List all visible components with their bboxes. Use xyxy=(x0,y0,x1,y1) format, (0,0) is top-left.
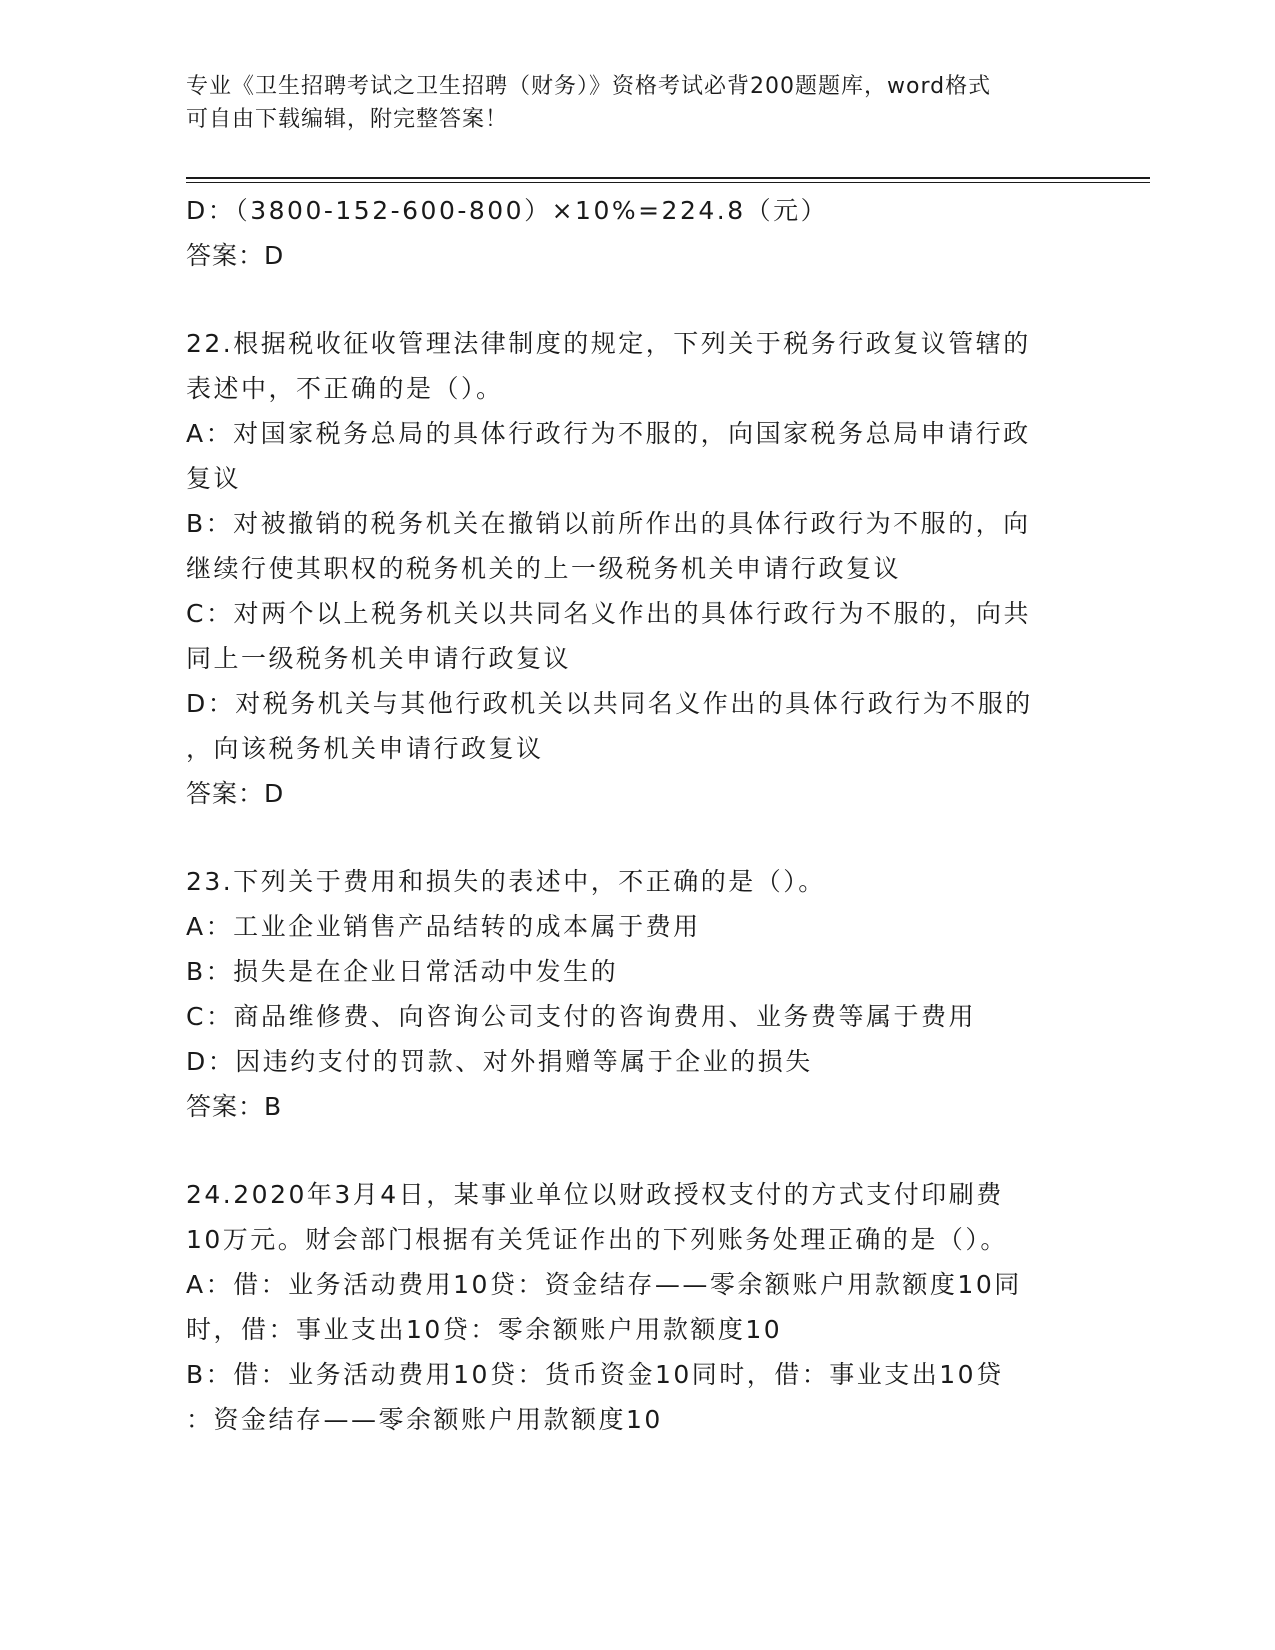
header-rule-thin xyxy=(186,182,1150,183)
option-b: ：资金结存——零余额账户用款额度10 xyxy=(186,1405,663,1434)
spacer xyxy=(186,816,1086,859)
option-c: C：对两个以上税务机关以共同名义作出的具体行政行为不服的，向共 xyxy=(186,599,1031,628)
option-c: C：商品维修费、向咨询公司支付的咨询费用、业务费等属于费用 xyxy=(186,1002,976,1031)
question-stem: 表述中，不正确的是（）。 xyxy=(186,374,504,403)
header-rule xyxy=(186,177,1150,179)
option-d: ，向该税务机关申请行政复议 xyxy=(186,734,544,763)
option-c: 同上一级税务机关申请行政复议 xyxy=(186,644,572,673)
option-d: D：对税务机关与其他行政机关以共同名义作出的具体行政行为不服的 xyxy=(186,689,1033,718)
question-stem: 10万元。财会部门根据有关凭证作出的下列账务处理正确的是（）。 xyxy=(186,1225,1008,1254)
option-d: D：（3800-152-600-800）×10%=224.8（元） xyxy=(186,196,829,225)
carry-over-block xyxy=(186,188,1086,278)
question-stem: 23.下列关于费用和损失的表述中，不正确的是（）。 xyxy=(186,867,826,896)
document-body xyxy=(186,188,1086,1442)
question-stem: 22.根据税收征收管理法律制度的规定，下列关于税务行政复议管辖的 xyxy=(186,329,1031,358)
answer-line: 答案：D xyxy=(186,241,285,270)
option-a: A：对国家税务总局的具体行政行为不服的，向国家税务总局申请行政 xyxy=(186,419,1031,448)
option-a: 时，借：事业支出10贷：零余额账户用款额度10 xyxy=(186,1315,783,1344)
option-b: B：损失是在企业日常活动中发生的 xyxy=(186,957,619,986)
option-a: A：借：业务活动费用10贷：资金结存——零余额账户用款额度10同 xyxy=(186,1270,1022,1299)
answer-line: 答案：D xyxy=(186,779,285,808)
spacer xyxy=(186,1129,1086,1172)
question-stem: 24.2020年3月4日，某事业单位以财政授权支付的方式支付印刷费 xyxy=(186,1180,1004,1209)
option-b: 继续行使其职权的税务机关的上一级税务机关申请行政复议 xyxy=(186,554,902,583)
option-a: 复议 xyxy=(186,464,242,493)
header-line-2: 可自由下载编辑，附完整答案！ xyxy=(186,107,509,132)
question-22 xyxy=(186,321,1086,816)
answer-line: 答案：B xyxy=(186,1092,283,1121)
option-d: D：因违约支付的罚款、对外捐赠等属于企业的损失 xyxy=(186,1047,813,1076)
option-b: B：对被撤销的税务机关在撤销以前所作出的具体行政行为不服的，向 xyxy=(186,509,1031,538)
question-24 xyxy=(186,1172,1086,1442)
spacer xyxy=(186,278,1086,321)
question-23 xyxy=(186,859,1086,1129)
page-header xyxy=(186,70,1066,136)
option-b: B：借：业务活动费用10贷：货币资金10同时，借：事业支出10贷 xyxy=(186,1360,1004,1389)
header-line-1: 专业《卫生招聘考试之卫生招聘（财务）》资格考试必背200题题库，word格式 xyxy=(186,74,992,99)
option-a: A：工业企业销售产品结转的成本属于费用 xyxy=(186,912,701,941)
